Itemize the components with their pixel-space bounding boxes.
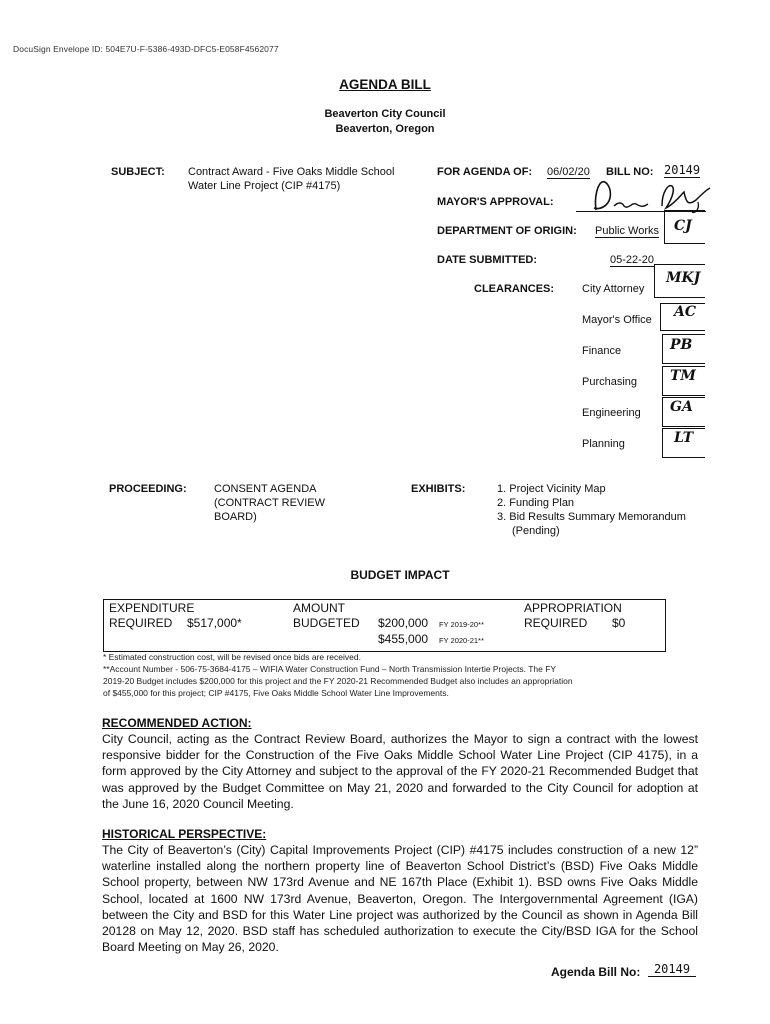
exhibit-item: 2. Funding Plan: [497, 497, 575, 509]
proceeding-line: (CONTRACT REVIEW: [214, 497, 326, 509]
subject-label: SUBJECT:: [111, 166, 165, 178]
footnote: 2019-20 Budget includes $200,000 for this project and the FY 2020-21 Recommended Budget also includes an appropriation: [103, 676, 573, 686]
subject-line-1: Contract Award - Five Oaks Middle School: [188, 166, 395, 178]
clearance-name: Purchasing: [582, 376, 638, 388]
council-name: Beaverton City Council: [324, 108, 446, 120]
clearance-initials: LT: [674, 430, 694, 446]
city-name: Beaverton, Oregon: [335, 123, 435, 135]
department-value: Public Works: [595, 225, 659, 237]
amount-fy20-label: FY 2020-21**: [439, 636, 484, 645]
footer-bill-value: 20149: [648, 962, 696, 977]
clearance-initials: TM: [670, 368, 696, 384]
mayor-approval-label: MAYOR'S APPROVAL:: [437, 196, 554, 208]
clearance-name: Finance: [582, 345, 622, 357]
exhibit-item: 3. Bid Results Summary Memorandum: [497, 511, 686, 523]
docusign-envelope-id: DocuSign Envelope ID: 504E7U-F-5386-493D-DFC5-E058F4562077: [13, 44, 279, 54]
exhibit-item: (Pending): [512, 525, 560, 537]
department-label: DEPARTMENT OF ORIGIN:: [437, 225, 577, 237]
footnote: * Estimated construction cost, will be revised once bids are received.: [103, 652, 361, 662]
exhibits-label: EXHIBITS:: [411, 483, 466, 495]
clearance-name: Planning: [582, 438, 625, 450]
date-submitted-label: DATE SUBMITTED:: [437, 254, 538, 266]
footer-bill-label: Agenda Bill No:: [551, 965, 641, 979]
historical-perspective-heading: HISTORICAL PERSPECTIVE:: [102, 827, 267, 841]
expenditure-label: EXPENDITURE: [109, 601, 195, 615]
proceeding-line: BOARD): [214, 511, 257, 523]
expenditure-required-label: REQUIRED: [109, 616, 173, 630]
recommended-action-heading: RECOMMENDED ACTION:: [102, 716, 252, 730]
department-initials: CJ: [674, 218, 692, 234]
bill-no-label: BILL NO:: [606, 166, 654, 178]
amount-value-fy19: $200,000: [378, 616, 429, 630]
clearance-name: Mayor's Office: [582, 314, 652, 326]
page-title: AGENDA BILL: [339, 77, 431, 92]
budget-table: [103, 599, 666, 652]
proceeding-line: CONSENT AGENDA: [214, 483, 317, 495]
date-submitted-value: 05-22-20: [610, 254, 655, 266]
expenditure-value: $517,000*: [187, 616, 242, 630]
proceeding-label: PROCEEDING:: [109, 483, 187, 495]
amount-value-fy20: $455,000: [378, 632, 429, 646]
exhibit-item: 1. Project Vicinity Map: [497, 483, 606, 495]
appropriation-label: APPROPRIATION: [524, 601, 622, 615]
footnote: **Account Number - 506-75-3684-4175 – WIFIA Water Construction Fund – North Transmission Intertie Projects. The FY: [103, 664, 557, 674]
footnote: of $455,000 for this project; CIP #4175, Five Oaks Middle School Water Line Improvements.: [103, 688, 449, 698]
appropriation-required-label: REQUIRED: [524, 616, 588, 630]
historical-perspective-text: The City of Beaverton’s (City) Capital Improvements Project (CIP) #4175 includes construction of a new 12” waterline installed along the northern property line of Beaverton School District’s (BSD) Five Oaks Middle School property, between NW 173rd Avenue and NE 167th Place (Exhibit 1). BSD owns Five Oaks Middle School, located at 1600 NW 173rd Avenue, Beaverton, Oregon. The Intergovernmental Agreement (IGA) between the City and BSD for this Water Line project was authorized by the Council as shown in Agenda Bill 20128 on May 12, 2020. BSD staff has scheduled authorization to execute the City/BSD IGA for the School Board Meeting on May 26, 2020.: [102, 843, 698, 955]
clearances-label: CLEARANCES:: [474, 283, 555, 295]
appropriation-value: $0: [612, 616, 626, 630]
amount-fy19-label: FY 2019-20**: [439, 620, 484, 629]
budget-impact-heading: BUDGET IMPACT: [350, 568, 450, 582]
recommended-action-text: City Council, acting as the Contract Review Board, authorizes the Mayor to sign a contract with the lowest responsive bidder for the Construction of the Five Oaks Middle School Water Line Project (CIP 4175), in a form approved by the City Attorney and subject to the approval of the FY 2020-21 Recommended Budget that was approved by the Budget Committee on May 21, 2020 and forwarded to the City Council for adoption at the June 16, 2020 Council Meeting.: [102, 732, 698, 811]
for-agenda-label: FOR AGENDA OF:: [437, 166, 533, 178]
clearance-initials: AC: [674, 304, 697, 320]
clearance-initials: MKJ: [666, 270, 701, 286]
amount-label: AMOUNT: [293, 601, 345, 615]
subject-line-2: Water Line Project (CIP #4175): [188, 180, 341, 192]
clearance-initials: PB: [670, 337, 693, 353]
bill-no-value: 20149: [664, 163, 701, 177]
clearance-name: City Attorney: [582, 283, 645, 295]
clearance-name: Engineering: [582, 407, 641, 419]
clearance-initials: GA: [670, 399, 693, 415]
for-agenda-value: 06/02/20: [547, 166, 590, 178]
amount-budgeted-label: BUDGETED: [293, 616, 360, 630]
